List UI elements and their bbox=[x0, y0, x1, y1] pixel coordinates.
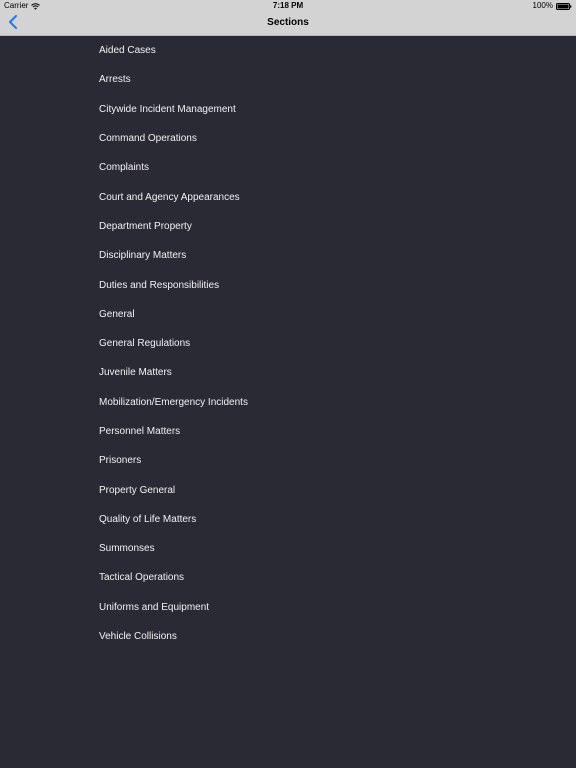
list-item-label: Complaints bbox=[99, 162, 150, 174]
list-item-label: Mobilization/Emergency Incidents bbox=[99, 396, 248, 408]
list-item[interactable] bbox=[0, 563, 576, 592]
list-item[interactable] bbox=[0, 593, 576, 622]
list-item-label: General Regulations bbox=[99, 338, 191, 350]
list-item[interactable] bbox=[0, 534, 576, 563]
list-item-label: Disciplinary Matters bbox=[99, 250, 187, 262]
list-item-label: Tactical Operations bbox=[99, 572, 185, 584]
list-item-label: Personnel Matters bbox=[99, 426, 181, 437]
list-item[interactable] bbox=[0, 65, 576, 94]
list-item-label: General bbox=[99, 308, 135, 320]
list-item-label: Court and Agency Appearances bbox=[99, 191, 240, 203]
list-item[interactable] bbox=[0, 300, 576, 329]
battery-percentage: 100% bbox=[532, 1, 553, 10]
list-item[interactable] bbox=[0, 505, 576, 534]
list-item[interactable] bbox=[0, 270, 576, 299]
list-item-label: Quality of Life Matters bbox=[99, 513, 197, 525]
list-item-label: Department Property bbox=[99, 220, 192, 232]
list-item-label: Command Operations bbox=[99, 133, 197, 145]
status-time: 7:18 PM bbox=[272, 1, 304, 10]
list-item-label: Property General bbox=[99, 484, 176, 496]
list-item-label: Juvenile Matters bbox=[99, 367, 172, 379]
carrier-label: Carrier bbox=[4, 1, 29, 10]
list-item[interactable] bbox=[0, 124, 576, 153]
list-item[interactable] bbox=[0, 388, 576, 417]
status-bar bbox=[0, 0, 576, 12]
list-item-label: Prisoners bbox=[99, 455, 142, 467]
list-item-label: Vehicle Collisions bbox=[99, 631, 177, 643]
list-item[interactable] bbox=[0, 417, 576, 446]
list-item[interactable] bbox=[0, 622, 576, 651]
battery-indicator bbox=[533, 1, 572, 11]
list-item-label: Citywide Incident Management bbox=[99, 103, 236, 115]
list-item[interactable] bbox=[0, 446, 576, 475]
list-item-label: Uniforms and Equipment bbox=[99, 601, 210, 613]
list-item[interactable] bbox=[0, 153, 576, 182]
top-bar bbox=[0, 0, 576, 36]
list-item-label: Summonses bbox=[99, 543, 155, 555]
navigation-bar bbox=[0, 12, 576, 35]
section-list bbox=[0, 36, 576, 651]
list-item[interactable] bbox=[0, 36, 576, 65]
list-item[interactable] bbox=[0, 95, 576, 124]
list-item[interactable] bbox=[0, 358, 576, 387]
list-item[interactable] bbox=[0, 212, 576, 241]
page-title: Sections bbox=[267, 17, 309, 28]
battery-icon bbox=[556, 3, 572, 10]
list-item-label: Aided Cases bbox=[99, 45, 156, 57]
list-item[interactable] bbox=[0, 475, 576, 504]
list-item-label: Arrests bbox=[99, 74, 131, 86]
list-item[interactable] bbox=[0, 182, 576, 211]
list-item-label: Duties and Responsibilities bbox=[99, 279, 220, 291]
list-item[interactable] bbox=[0, 241, 576, 270]
list-item[interactable] bbox=[0, 329, 576, 358]
